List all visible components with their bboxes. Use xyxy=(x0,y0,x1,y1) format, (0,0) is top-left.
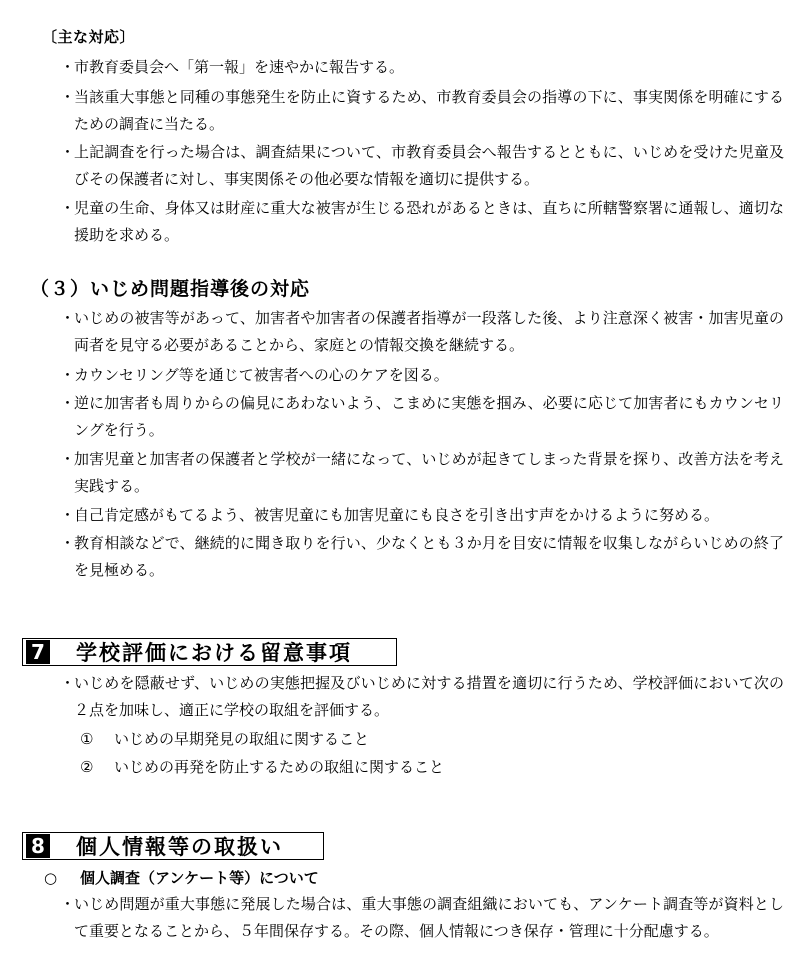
bullet-mark: ・ xyxy=(60,88,76,106)
section8-subheading-text: 個人調査（アンケート等）について xyxy=(80,869,319,887)
list-item-text: いじめの被害等があって、加害者や加害者の保護者指導が一段落した後、より注意深く被害・加害児童の両者を見守る必要があることから、家庭との情報交換を継続する。 xyxy=(74,309,784,354)
bullet-mark: ・ xyxy=(60,309,76,327)
list-item-text: 教育相談などで、継続的に聞き取りを行い、少なくとも３か月を目安に情報を収集しながらいじめの終了を見極める。 xyxy=(74,534,784,579)
section7-header xyxy=(22,638,397,666)
list-item-text: 逆に加害者も周りからの偏見にあわないよう、こまめに実態を掴み、必要に応じて加害者にもカウンセリングを行う。 xyxy=(74,394,784,439)
bullet-mark: ・ xyxy=(60,143,76,161)
list-item xyxy=(60,670,784,724)
numbered-item-text: いじめの再発を防止するための取組に関すること xyxy=(114,758,445,776)
section8-header xyxy=(22,832,324,860)
numbered-item xyxy=(80,754,444,781)
list-item xyxy=(60,891,784,945)
bullet-mark: ・ xyxy=(60,450,76,468)
list-item-text: 市教育委員会へ「第一報」を速やかに報告する。 xyxy=(74,58,405,76)
bullet-mark: ・ xyxy=(60,506,76,524)
section7-number: 7 xyxy=(26,640,50,664)
bullet-mark: ・ xyxy=(60,534,76,552)
list-item xyxy=(60,446,784,500)
list-item-text: いじめ問題が重大事態に発展した場合は、重大事態の調査組織においても、アンケート調査等が資料として重要となることから、５年間保存する。その際、個人情報につき保存・管理に十分配慮する。 xyxy=(74,895,784,940)
section8-number: 8 xyxy=(26,834,50,858)
list-item-text: 当該重大事態と同種の事態発生を防止に資するため、市教育委員会の指導の下に、事実関係を明確にするための調査に当たる。 xyxy=(74,88,784,133)
list-item xyxy=(60,530,784,584)
section8-title: 個人情報等の取扱い xyxy=(76,835,283,859)
numbered-item xyxy=(80,726,369,753)
section8-subheading xyxy=(44,867,319,888)
list-item xyxy=(60,195,784,249)
list-item-text: 加害児童と加害者の保護者と学校が一緒になって、いじめが起きてしまった背景を探り、改善方法を考え実践する。 xyxy=(74,450,784,495)
section3-heading: （３）いじめ問題指導後の対応 xyxy=(30,278,311,300)
list-item xyxy=(60,84,784,138)
bullet-mark: ・ xyxy=(60,674,76,692)
list-item-text: 上記調査を行った場合は、調査結果について、市教育委員会へ報告するとともに、いじめを受けた児童及びその保護者に対し、事実関係その他必要な情報を適切に提供する。 xyxy=(74,143,784,188)
bullet-mark: ・ xyxy=(60,58,76,76)
circle-mark: ○ xyxy=(44,869,58,887)
bullet-mark: ・ xyxy=(60,199,76,217)
list-item-text: いじめを隠蔽せず、いじめの実態把握及びいじめに対する措置を適切に行うため、学校評価において次の２点を加味し、適正に学校の取組を評価する。 xyxy=(74,674,784,719)
bullet-mark: ・ xyxy=(60,366,76,384)
list-item-text: 児童の生命、身体又は財産に重大な被害が生じる恐れがあるときは、直ちに所轄警察署に通報し、適切な援助を求める。 xyxy=(74,199,784,244)
list-item xyxy=(60,390,784,444)
number-mark: ② xyxy=(80,758,94,776)
list-item xyxy=(60,502,784,529)
list-item-text: カウンセリング等を通じて被害者への心のケアを図る。 xyxy=(74,366,449,384)
number-mark: ① xyxy=(80,730,94,748)
bullet-mark: ・ xyxy=(60,394,76,412)
list-item xyxy=(60,305,784,359)
main-response-heading: 〔主な対応〕 xyxy=(42,28,136,46)
list-item-text: 自己肯定感がもてるよう、被害児童にも加害児童にも良さを引き出す声をかけるように努める。 xyxy=(74,506,720,524)
list-item xyxy=(60,139,784,193)
list-item xyxy=(60,54,784,81)
numbered-item-text: いじめの早期発見の取組に関すること xyxy=(114,730,370,748)
bullet-mark: ・ xyxy=(60,895,76,913)
section7-title: 学校評価における留意事項 xyxy=(76,641,352,665)
list-item xyxy=(60,362,784,389)
